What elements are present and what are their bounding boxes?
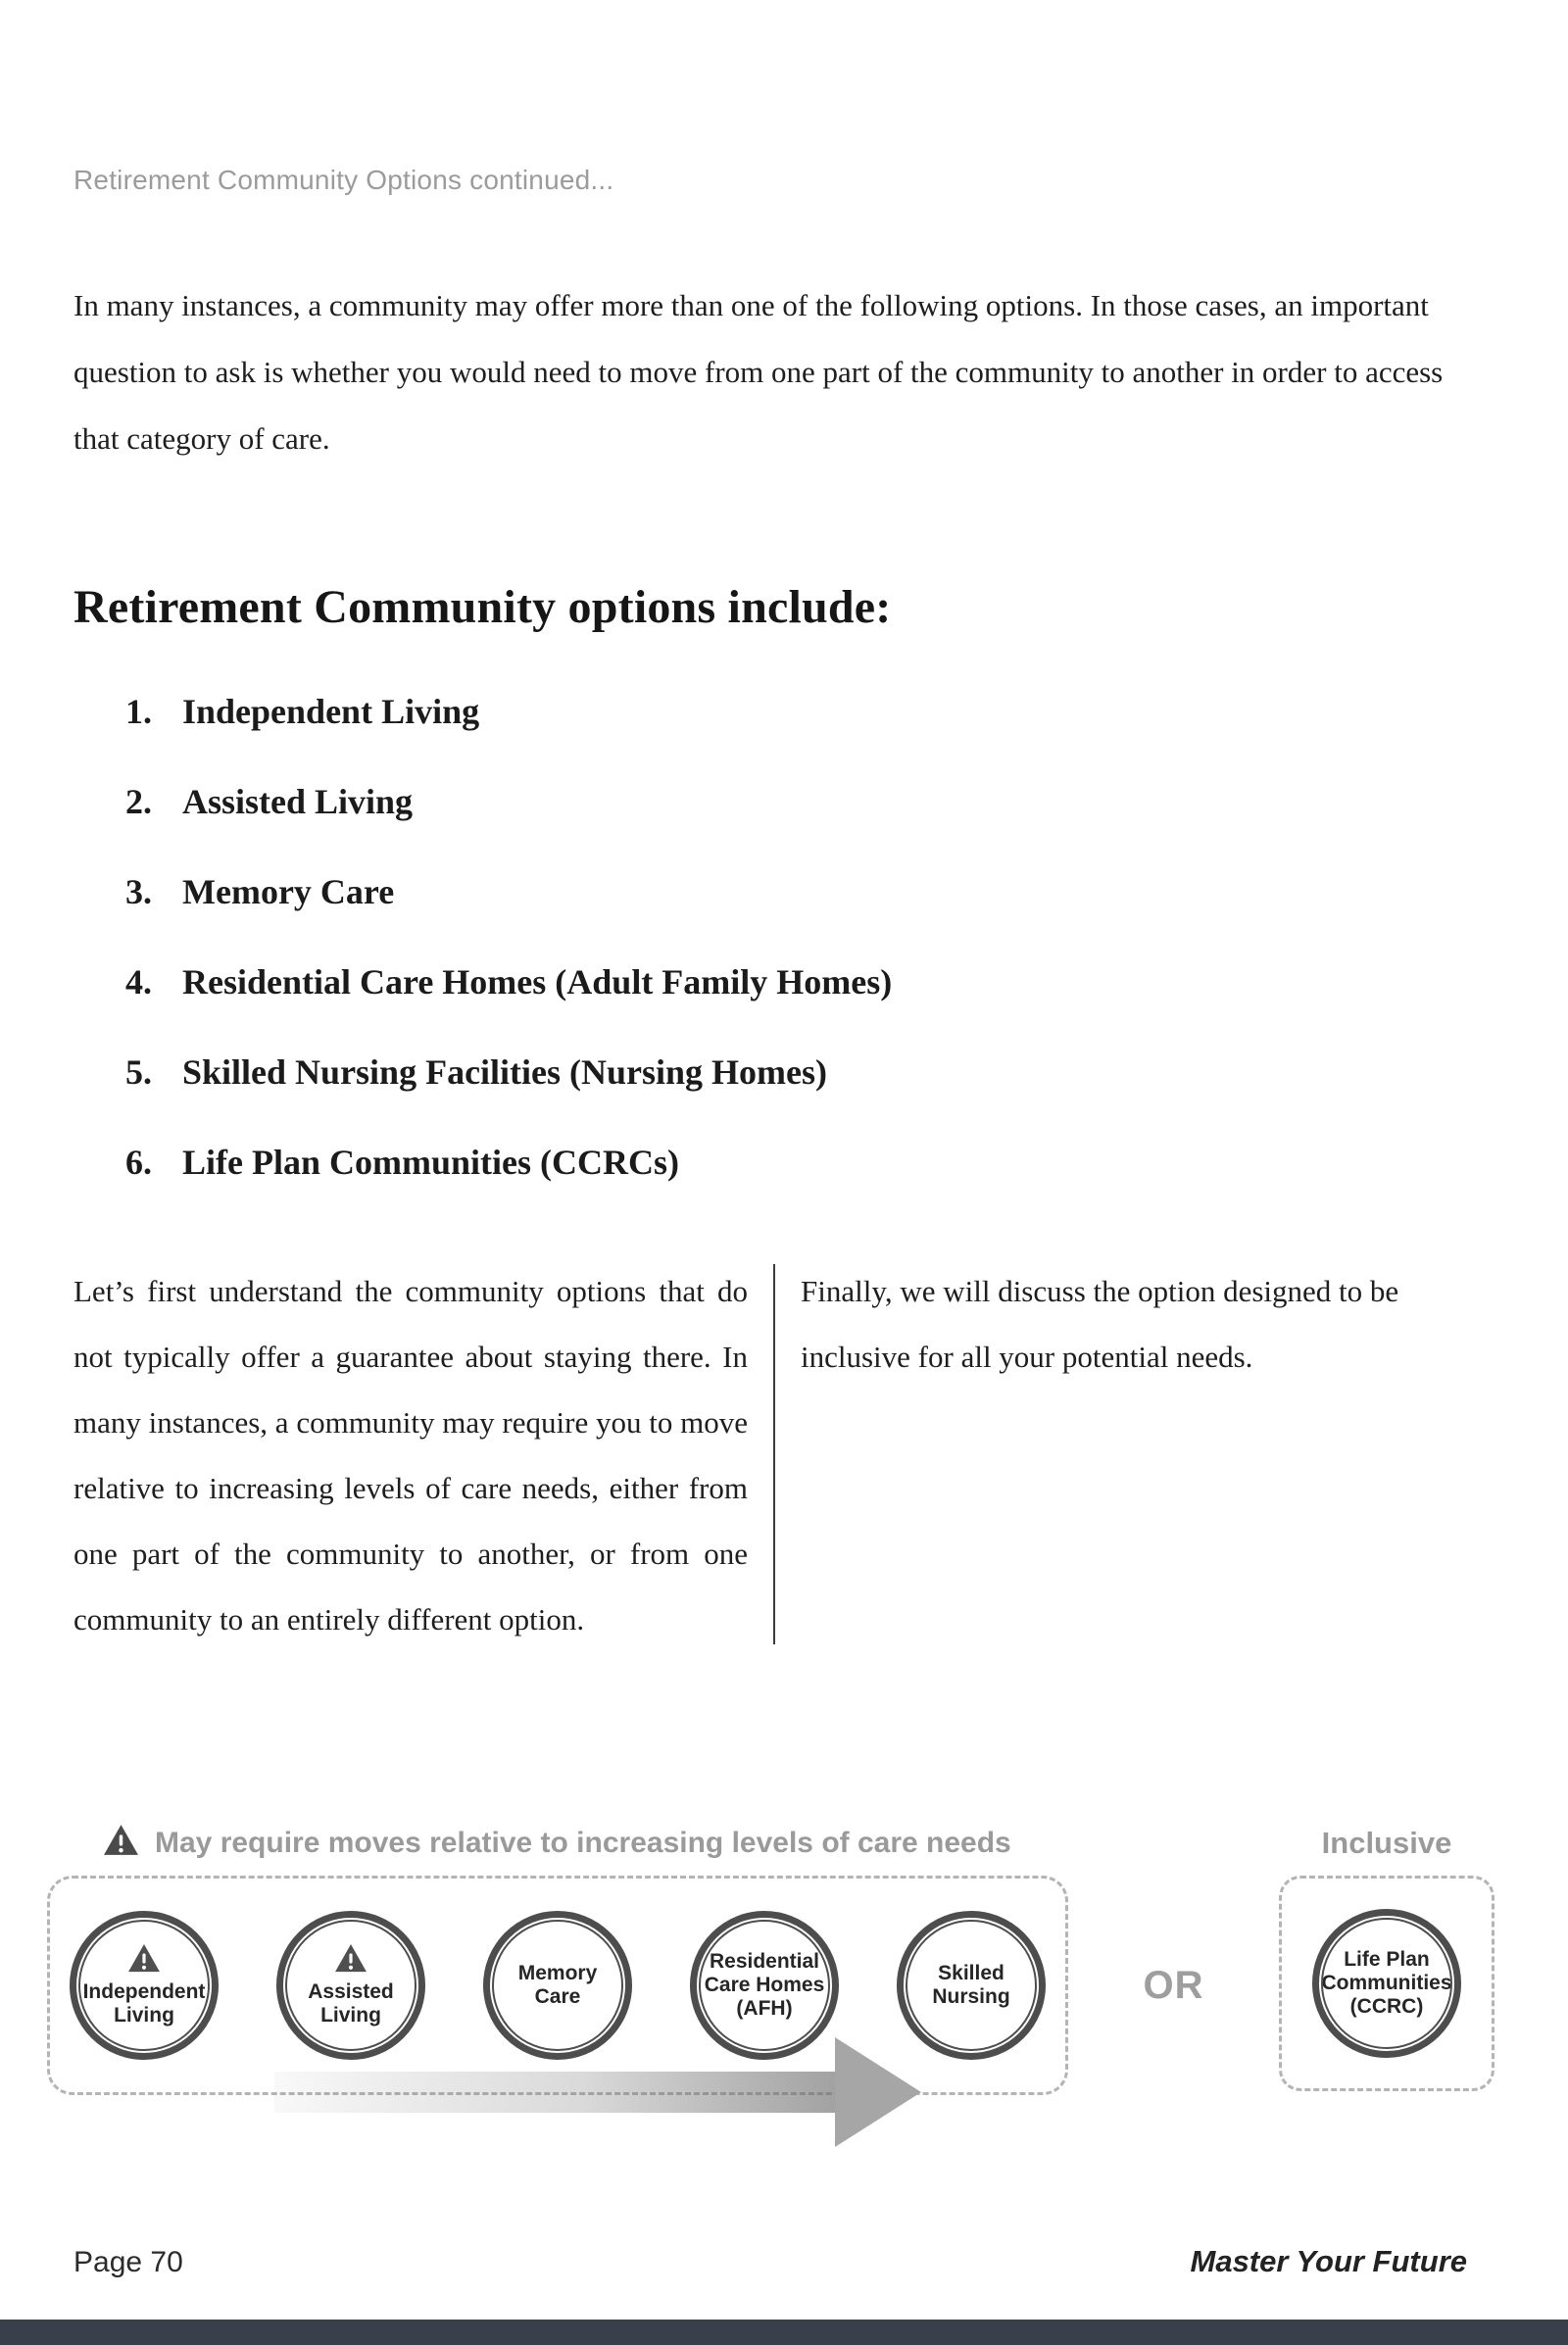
section-kicker: Retirement Community Options continued... xyxy=(74,165,614,195)
circle-label: Independent Living xyxy=(82,1980,206,2027)
option-number: 5. xyxy=(125,1052,152,1092)
book-title: Master Your Future xyxy=(1190,2244,1467,2278)
warning-caption-label: May require moves relative to increasing levels of care needs xyxy=(155,1827,1011,1859)
option-item xyxy=(125,874,892,909)
circle-label: Skilled Nursing xyxy=(932,1962,1010,2008)
footer-color-bar xyxy=(0,2320,1568,2345)
option-label: Life Plan Communities (CCRCs) xyxy=(182,1143,679,1182)
option-number: 3. xyxy=(125,872,152,911)
progression-arrow-head xyxy=(835,2037,921,2147)
page-number: Page 70 xyxy=(74,2246,183,2278)
care-option-circle xyxy=(70,1911,219,2060)
care-option-circle xyxy=(1312,1909,1461,2058)
care-option-circle xyxy=(483,1911,632,2060)
option-label: Skilled Nursing Facilities (Nursing Homes) xyxy=(182,1052,828,1092)
left-column-text: Let’s first understand the community options that do not typically offer a guarantee about staying there. In many instances, a community may require you to move relative to increasing levels of care needs, either from one part of the community to another, or from one community to an entirely different option. xyxy=(74,1274,748,1637)
option-item xyxy=(125,1145,892,1180)
care-option-circle xyxy=(690,1911,839,2060)
options-list xyxy=(125,694,892,1235)
circle-label: Life Plan Communities (CCRC) xyxy=(1321,1948,1452,2018)
warning-triangle-icon xyxy=(127,1943,161,1978)
circle-label: Assisted Living xyxy=(308,1980,394,2027)
page-title: Retirement Community options include: xyxy=(74,581,892,633)
option-number: 1. xyxy=(125,692,152,731)
warning-caption xyxy=(103,1823,1011,1864)
two-column-section xyxy=(74,1258,1482,1652)
option-number: 6. xyxy=(125,1143,152,1182)
intro-paragraph: In many instances, a community may offer more than one of the following options. In those cases, an important question to ask is whether you would need to move from one part of the community to another in order to access that category of care. xyxy=(74,288,1444,456)
progression-arrow-body xyxy=(274,2072,835,2113)
option-number: 4. xyxy=(125,962,152,1002)
column-divider xyxy=(773,1264,775,1644)
inclusive-box xyxy=(1279,1876,1494,2091)
option-item xyxy=(125,784,892,819)
option-label: Assisted Living xyxy=(182,782,414,821)
option-number: 2. xyxy=(125,782,152,821)
circle-label: Residential Care Homes (AFH) xyxy=(704,1950,825,2020)
circle-label: Memory Care xyxy=(517,1962,598,2008)
right-column-text: Finally, we will discuss the option designed to be inclusive for all your potential needs. xyxy=(801,1274,1399,1374)
option-item xyxy=(125,694,892,729)
or-label: OR xyxy=(1143,1964,1204,2007)
warning-triangle-icon xyxy=(334,1943,368,1978)
inclusive-caption: Inclusive xyxy=(1321,1826,1452,1860)
option-label: Memory Care xyxy=(182,872,395,911)
warning-triangle-icon xyxy=(103,1824,139,1864)
option-label: Residential Care Homes (Adult Family Homes) xyxy=(182,962,893,1002)
care-option-circle xyxy=(276,1911,425,2060)
option-item xyxy=(125,1054,892,1090)
option-item xyxy=(125,964,892,1000)
option-label: Independent Living xyxy=(182,692,480,731)
